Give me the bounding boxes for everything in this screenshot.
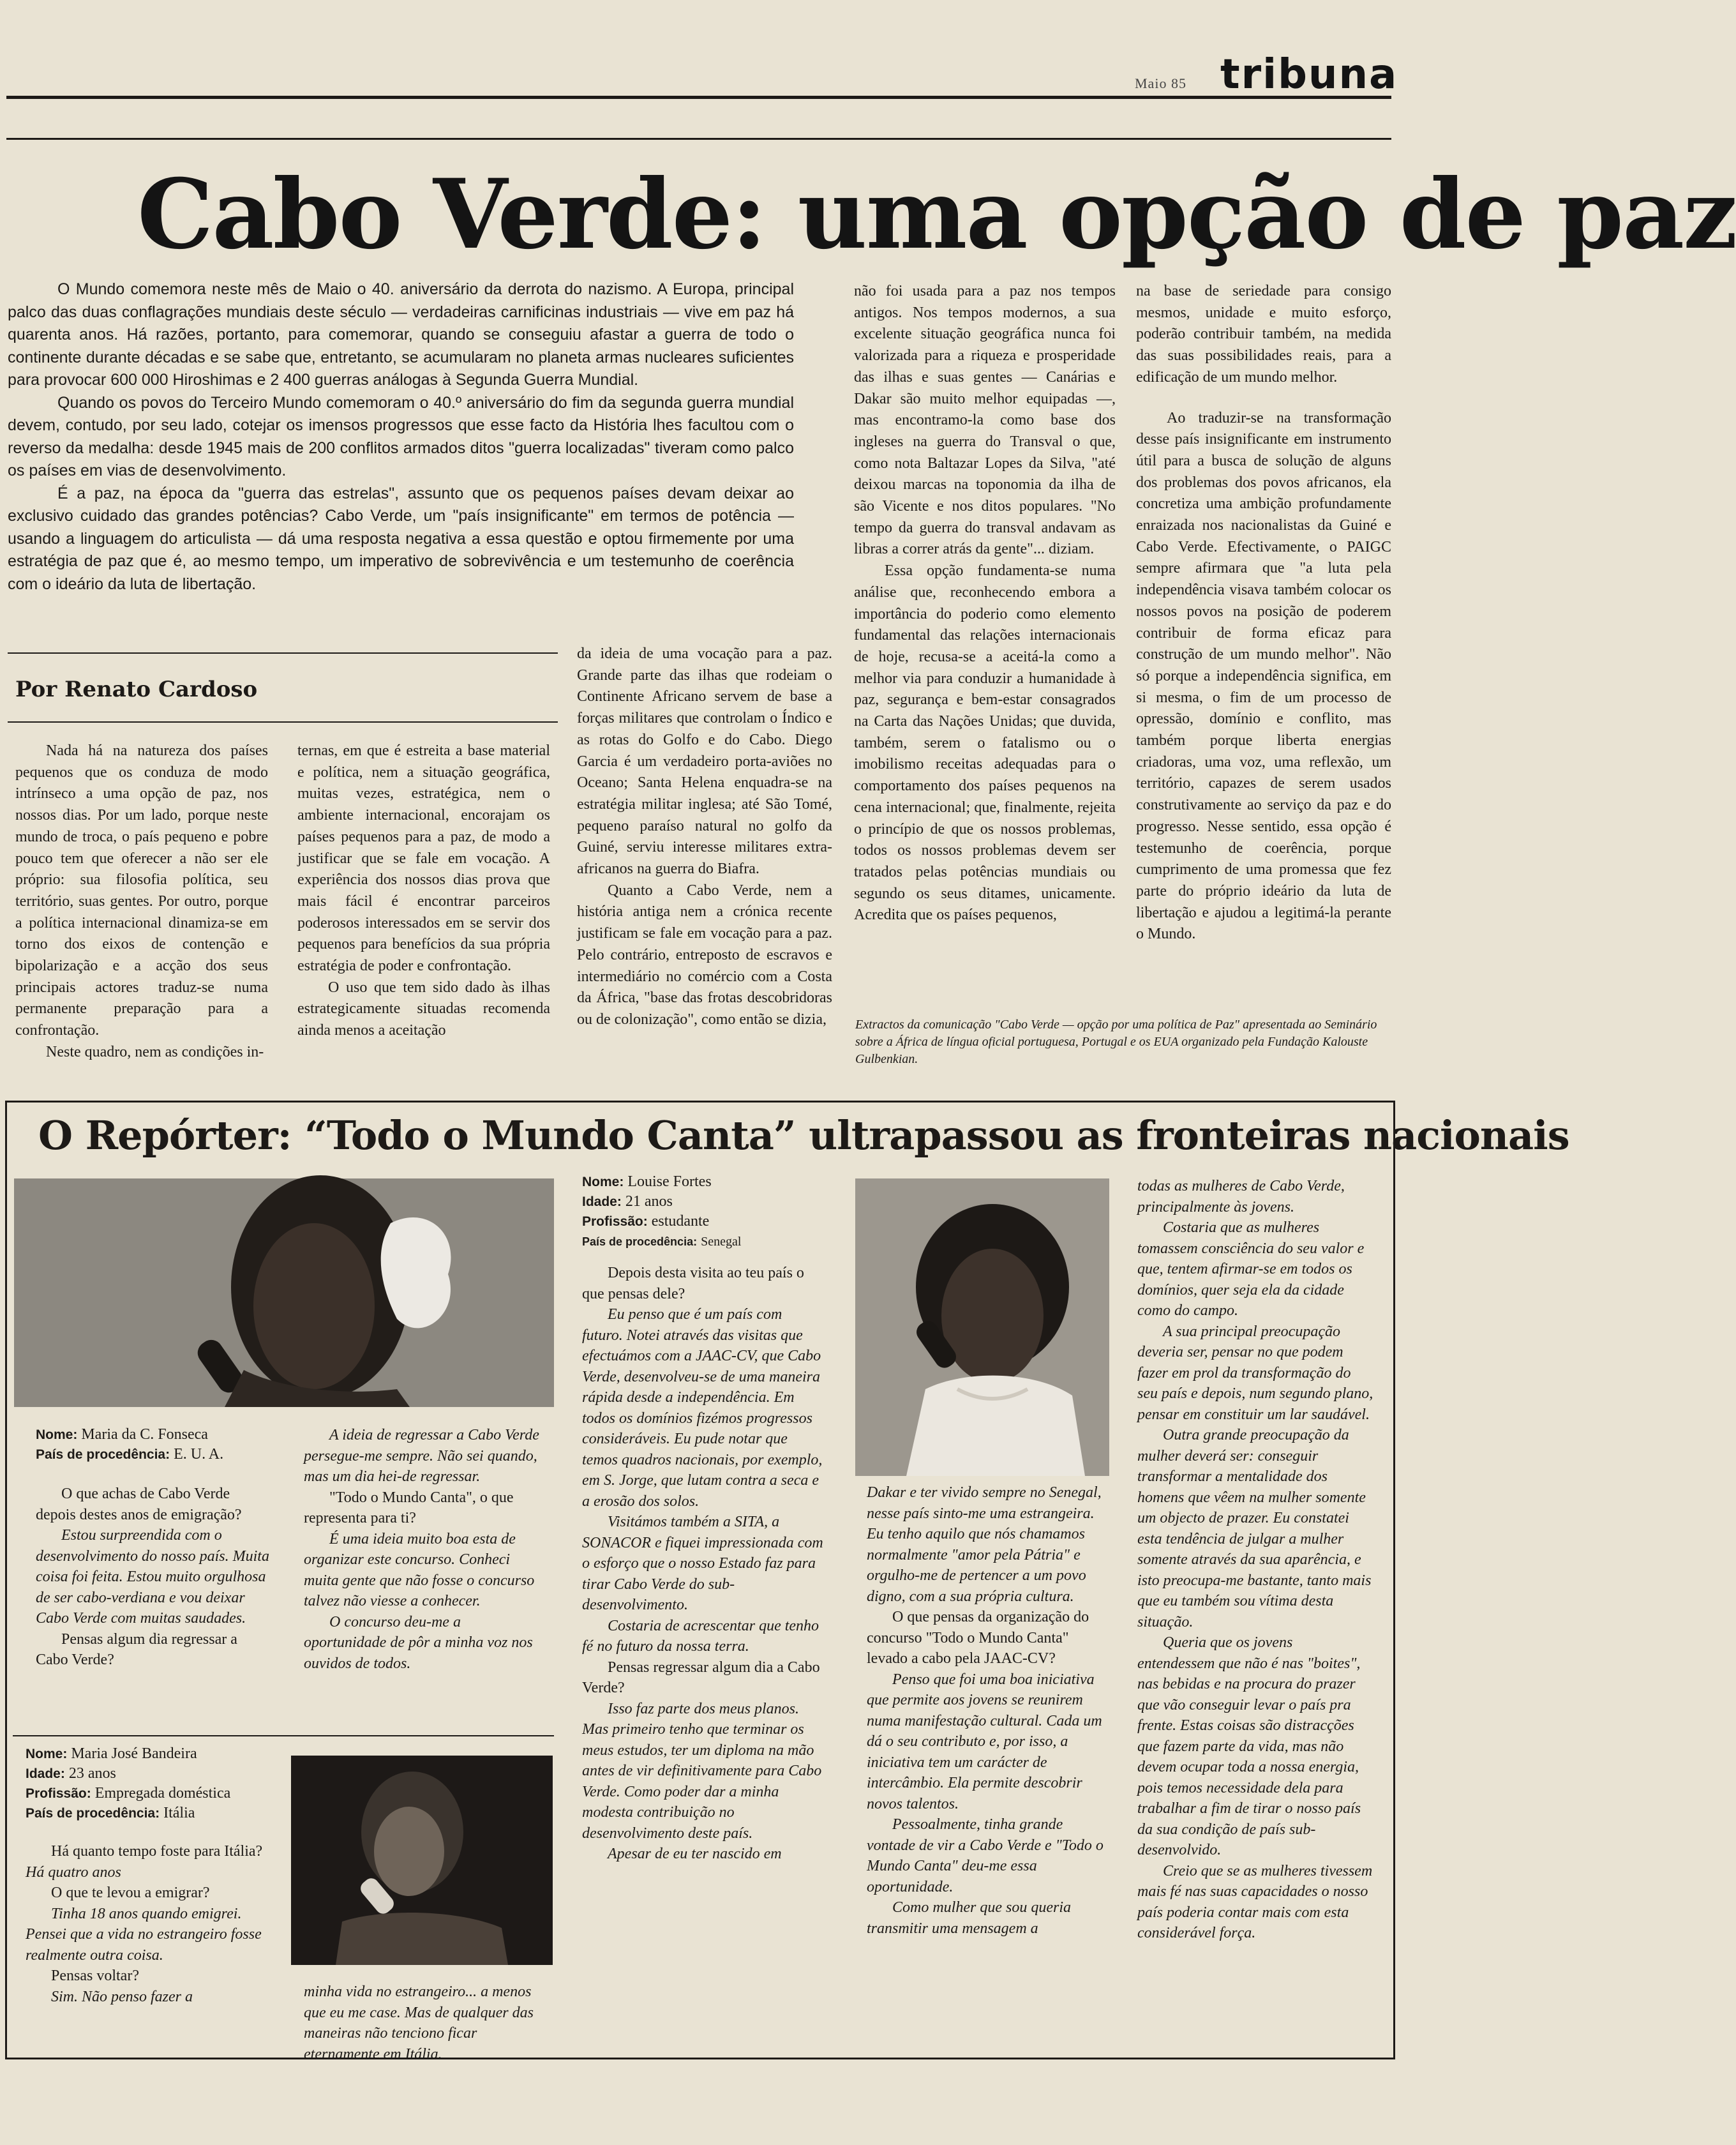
body-paragraph: não foi usada para a paz nos tempos antigos. Nos tempos modernos, a sua excelente situação geográfica nunca foi valorizada para a riqueza e prosperidade das ilhas e suas gentes — Canárias e Dakar são muito melhor equipadas —, mas encontramo-la como base dos ingleses na guerra do Transval o que, como nota Baltazar Lopes da Silva, "até deixou marcas na toponomia da ilha de são Vicente e nos ditos populares. "No tempo da guerra do transval andavam as libras a correr atrás da gente"... diziam. — [854, 283, 1116, 558]
singer-photo-3 — [855, 1178, 1109, 1476]
interviewee-3-continued — [867, 1482, 1109, 1939]
label-idade: Idade: — [26, 1766, 65, 1781]
label-profissao: Profissão: — [26, 1786, 91, 1801]
answer-text: Outra grande preocupação da mulher deverá ser: conseguir transformar a mentalidade dos homens que vêem na mulher somente um objecto de prazer. Eu constatei esta tendência de julgar a mulher somente através da sua aparência, e isto preocupa-me bastante, tanto mais que eu também sou vítima desta situação. — [1137, 1427, 1372, 1630]
interviewee-name: Maria José Bandeira — [71, 1745, 197, 1762]
byline-rule-bottom — [8, 721, 558, 723]
answer-text: Visitámos também a SITA, a SONACOR e fiquei impressionada com o esforço que o nosso Estado faz para tirar Cabo Verde do sub-desenvolvimento. — [582, 1514, 823, 1613]
body-paragraph: ternas, em que é estreita a base material e política, nem a situação geográfica, muitas vezes, estratégica, nem o ambiente internacional, encorajam os países pequenos para a paz, de modo a justificar que se fale em vocação. A experiência dos nossos dias prova que mais fácil é encontrar parceiros poderosos interessados em se servir dos pequenos para benefícios da sua própria estratégia de poder e confrontação. — [297, 742, 550, 975]
question-text: Há quanto tempo foste para Itália? — [51, 1843, 263, 1860]
body-paragraph: Neste quadro, nem as condições in- — [46, 1043, 264, 1060]
interviewee-1-continued — [304, 1425, 546, 1674]
lead-paragraph: É a paz, na época da "guerra das estrelas", assunto que os pequenos países devam deixar ao exclusivo cuidado das grandes potências? Cabo Verde, um "país insignificante" em termos de potência — usando a linguagem do articulista — dá uma resposta negativa a essa questão e optou firmemente por uma estratégia de paz que é, ao mesmo tempo, um imperativo de sobrevivência e um testemunho de coerência com o ideário da luta de libertação. — [8, 484, 794, 593]
byline: Por Renato Cardoso — [15, 677, 258, 702]
interviewee-country: Senegal — [701, 1235, 742, 1249]
answer-text: É uma ideia muito boa esta de organizar este concurso. Conheci muita gente que não fosse o concurso talvez não viesse a conhecer. — [304, 1530, 535, 1609]
label-nome: Nome: — [26, 1747, 68, 1761]
answer-text: O concurso deu-me a oportunidade de pôr a minha voz nos ouvidos de todos. — [304, 1613, 533, 1672]
answer-text: A ideia de regressar a Cabo Verde persegue-me sempre. Não sei quando, mas um dia hei-de regressar. — [304, 1427, 539, 1485]
question-text: O que achas de Cabo Verde depois destes anos de emigração? — [36, 1486, 242, 1523]
body-paragraph: Quanto a Cabo Verde, nem a história antiga nem a crónica recente justificam se fale em vocação para a paz. Pelo contrário, entreposto de escravos e intermediário no comércio com a Costa da África, "base das frotas descobridoras ou de colonização", como então se dizia, — [577, 882, 832, 1028]
singer-photo-1 — [14, 1178, 554, 1407]
answer-text: Há quatro anos — [26, 1863, 121, 1881]
interviewee-2 — [26, 1744, 281, 2007]
source-credit: Extractos da comunicação "Cabo Verde — opção por uma política de Paz" apresentada ao Seminário sobre a África de língua oficial portuguesa, Portugal e os EUA organizado pela Fundação Kalouste Gulbenkian. — [855, 1018, 1377, 1066]
body-paragraph: Essa opção fundamenta-se numa análise que, reconhecendo embora a importância do poderio como elemento fundamental das relações internacionais de hoje, recusa-se a aceitá-la como a melhor via para conduzir a humanidade à paz, segurança e bem-estar consagrados na Carta das Nações Unidas; que duvida, também, serem o fatalismo ou o imobilismo receitas adequadas para o comportamento dos países pequenos na cena internacional; que, finalmente, rejeita o princípio de que os nossos problemas, todos os nossos problemas devem ser tratados pelas potências mundiais ou segundo os seus ditames, unicamente. Acredita que os países pequenos, — [854, 562, 1116, 924]
article1-headline: Cabo Verde: uma opção de paz — [137, 158, 1736, 271]
interviewee-country: E. U. A. — [174, 1446, 224, 1463]
article1-column-2 — [297, 741, 550, 1042]
answer-text: Costaria que as mulheres tomassem consciência do seu valor e que, tentem afirmar-se em todos os domínios, quer seja ela da cidade como do campo. — [1137, 1219, 1365, 1319]
interviewee-2-continued — [304, 1982, 546, 2065]
question-text: Depois desta visita ao teu país o que pensas dele? — [582, 1265, 804, 1302]
answer-text: Creio que se as mulheres tivessem mais fé nas suas capacidades o nosso país poderia contar mais com esta considerável força. — [1137, 1862, 1373, 1941]
answer-text: todas as mulheres de Cabo Verde, principalmente às jovens. — [1137, 1178, 1345, 1216]
article1-column-1 — [15, 741, 268, 1064]
interviewee-job: Empregada doméstica — [94, 1785, 231, 1802]
label-pais: País de procedência: — [582, 1235, 698, 1248]
masthead-logo: tribuna — [1220, 51, 1398, 98]
question-text: "Todo o Mundo Canta", o que representa para ti? — [304, 1489, 514, 1526]
article1-column-5 — [1136, 281, 1391, 945]
interviewee-3-continued-2 — [1137, 1176, 1373, 1944]
answer-text: Pessoalmente, tinha grande vontade de vir a Cabo Verde e "Todo o Mundo Canta" deu-me essa oportunidade. — [867, 1816, 1104, 1895]
answer-text: Sim. Não penso fazer a — [51, 1988, 193, 2005]
question-text: Pensas regressar algum dia a Cabo Verde? — [582, 1659, 820, 1696]
body-paragraph: Nada há na natureza dos países pequenos que os conduza de modo intrínseco a uma opção de paz, nos nossos dias. Por um lado, porque neste mundo de troca, o país pequeno e pobre pouco tem que oferecer a não ser ele próprio: sua filosofia política, seu território, suas gentes. Por outro, porque a política internacional dinamiza-se em torno dos eixos de contenção e bipolarização e a acção dos seus principais actores traduz-se numa permanente preparação para a confrontação. — [15, 742, 268, 1039]
answer-text: Tinha 18 anos quando emigrei. Pensei que a vida no estrangeiro fosse realmente outra coisa. — [26, 1905, 262, 1964]
body-paragraph: na base de seriedade para consigo mesmos, unidade e muito esforço, poderão contribuir também, na medida das suas possibilidades reais, para a edificação de um mundo melhor. — [1136, 283, 1391, 386]
lead-paragraph: Quando os povos do Terceiro Mundo comemoram o 40.º aniversário do fim da segunda guerra mundial devem, contudo, por seu lado, cotejar os imensos progressos que esse facto da História lhes facultou com o reverso da medalha: desde 1945 mais de 200 conflitos armados ditos "guerra localizadas" tiveram como palco os países em vias de desenvolvimento. — [8, 393, 794, 479]
singer-photo-2-image — [291, 1756, 553, 1965]
lead-paragraph: O Mundo comemora neste mês de Maio o 40. aniversário da derrota do nazismo. A Europa, principal palco das duas conflagrações mundiais deste século — verdadeiras carnificinas industriais — vive em paz há quarenta anos. Há razões, portanto, para comemorar, quando se conseguiu afastar a guerra de todo o continente durante décadas e se sabe que, entretanto, se acumularam no planeta armas nucleares suficientes para provocar 600 000 Hiroshimas e 2 400 guerras análogas à Segunda Guerra Mundial. — [8, 280, 794, 389]
interviewee-age: 21 anos — [625, 1193, 673, 1210]
label-profissao: Profissão: — [582, 1214, 648, 1229]
interviewee-3 — [582, 1172, 823, 1865]
interviewee-1 — [36, 1425, 273, 1671]
answer-text: Costaria de acrescentar que tenho fé no futuro da nossa terra. — [582, 1617, 819, 1655]
answer-text: Dakar e ter vivido sempre no Senegal, nesse país sinto-me uma estrangeira. Eu tenho aquilo que nós chamamos normalmente "amor pela Pátria" e orgulho-me de pertencer a um povo digno, com a sua própria cultura. — [867, 1484, 1102, 1605]
body-paragraph: da ideia de uma vocação para a paz. Grande parte das ilhas que rodeiam o Continente Africano servem de base a forças militares que controlam o Índico e as rotas do Golfo e do Cabo. Diego Garcia é um verdadeiro porta-aviões no Oceano; Santa Helena enquadra-se na estratégia militar inglesa; até São Tomé, pequeno paraíso natural no golfo da Guiné, serviu interesse militares extra-africanos na guerra do Biafra. — [577, 645, 832, 878]
label-idade: Idade: — [582, 1194, 622, 1209]
interviewee-country: Itália — [163, 1805, 195, 1821]
header-rule — [6, 138, 1391, 140]
label-nome: Nome: — [36, 1427, 78, 1442]
interviewee-job: estudante — [651, 1213, 710, 1230]
label-pais: País de procedência: — [36, 1447, 170, 1462]
question-text: O que te levou a emigrar? — [51, 1885, 210, 1901]
answer-text: A sua principal preocupação deveria ser, pensar no que podem fazer em prol da transformação do seu país e depois, num segundo plano, pensar em constituir um lar saudável. — [1137, 1323, 1373, 1423]
interviewee-age: 23 anos — [68, 1765, 116, 1782]
interviewee-name: Louise Fortes — [627, 1173, 712, 1190]
answer-text: Queria que os jovens entendessem que não é nas "boites", nas bebidas e na procura do prazer que vão conseguir levar o país pra frente. Estas coisas são distracções que fazem parte da vida, mas não devem ocupar toda a nossa energia, pois temos necessidade dela para trabalhar a fim de tirar o nosso país da sua condição de país sub-desenvolvido. — [1137, 1634, 1361, 1858]
byline-rule — [8, 652, 558, 654]
answer-text: Como mulher que sou queria transmitir uma mensagem a — [867, 1899, 1071, 1937]
label-pais: País de procedência: — [26, 1806, 160, 1821]
singer-photo-2 — [291, 1756, 553, 1965]
masthead-date: Maio 85 — [1135, 75, 1186, 91]
answer-text: Estou surpreendida com o desenvolvimento do nosso país. Muita coisa foi feita. Estou muito orgulhosa de ser cabo-verdiana e vou deixar Cabo Verde com muitas saudades. — [36, 1527, 269, 1627]
body-paragraph: Ao traduzir-se na transformação desse país insignificante em instrumento útil para a busca de solução de alguns dos problemas dos povos africanos, ela concretiza uma ambição profundamente enraizada nos nacionalistas da Guiné e Cabo Verde. Efectivamente, o PAIGC sempre afirmara que "a luta pela independência visava também colocar os nossos povos na posição de poderem contribuir de forma eficaz para construção de um mundo melhor". Não só porque a independência significa, em si mesma, o fim de um processo de opressão, domínio e conflito, mas também porque liberta energias criadoras, uma voz, uma reflexão, um território, capazes de serem usados construtivamente ao serviço da paz e do progresso. Nesse sentido, essa opção é testemunho de coerência, porque cumprimento de uma promessa que fez parte do próprio ideário da luta de libertação e ajudou a legitimá-la perante o Mundo. — [1136, 409, 1391, 943]
answer-text: minha vida no estrangeiro... a menos que eu me case. Mas de qualquer das maneiras não tenciono ficar eternamente em Itália. — [304, 1983, 534, 2063]
singer-photo-3-image — [855, 1178, 1109, 1476]
question-text: Pensas algum dia regressar a Cabo Verde? — [36, 1630, 237, 1668]
section-rule — [13, 1735, 554, 1736]
answer-text: Eu penso que é um país com futuro. Notei através das visitas que efectuámos com a JAAC-CV, que Cabo Verde, desenvolveu-se de uma maneira rápida desde a independência. Em todos os domínios fizémos progressos consideráveis. Eu pude notar que temos quadros nacionais, por exemplo, em S. Jorge, que lutam contra a seca e a erosão dos solos. — [582, 1306, 823, 1510]
article2-headline: O Repórter: “Todo o Mundo Canta” ultrapassou as fronteiras nacionais — [38, 1112, 1569, 1159]
answer-text: Isso faz parte dos meus planos. Mas primeiro tenho que terminar os meus estudos, ter um diploma na mão antes de vir definitivamente para Cabo Verde. Como poder dar a minha modesta contribuição no desenvolvimento deste país. — [582, 1700, 822, 1842]
answer-text: Penso que foi uma boa iniciativa que permite aos jovens se reunirem numa manifestação cultural. Cada um dá o seu contributo e, por isso, a iniciativa tem um carácter de intercâmbio. Ela permite descobrir novos talentos. — [867, 1671, 1102, 1812]
question-text: O que pensas da organização do concurso "Todo o Mundo Canta" levado a cabo pela JAAC-CV? — [867, 1609, 1089, 1667]
singer-photo-1-image — [14, 1178, 554, 1407]
interviewee-name: Maria da C. Fonseca — [81, 1426, 208, 1443]
answer-text: Apesar de eu ter nascido em — [608, 1846, 782, 1862]
label-nome: Nome: — [582, 1175, 624, 1189]
body-paragraph: O uso que tem sido dado às ilhas estrategicamente situadas recomenda ainda menos a aceitação — [297, 979, 550, 1039]
article1-column-4 — [854, 281, 1116, 926]
article1-lead — [8, 278, 794, 596]
article1-column-3 — [577, 644, 832, 1031]
question-text: Pensas voltar? — [51, 1968, 139, 1984]
top-rule — [6, 96, 1391, 99]
